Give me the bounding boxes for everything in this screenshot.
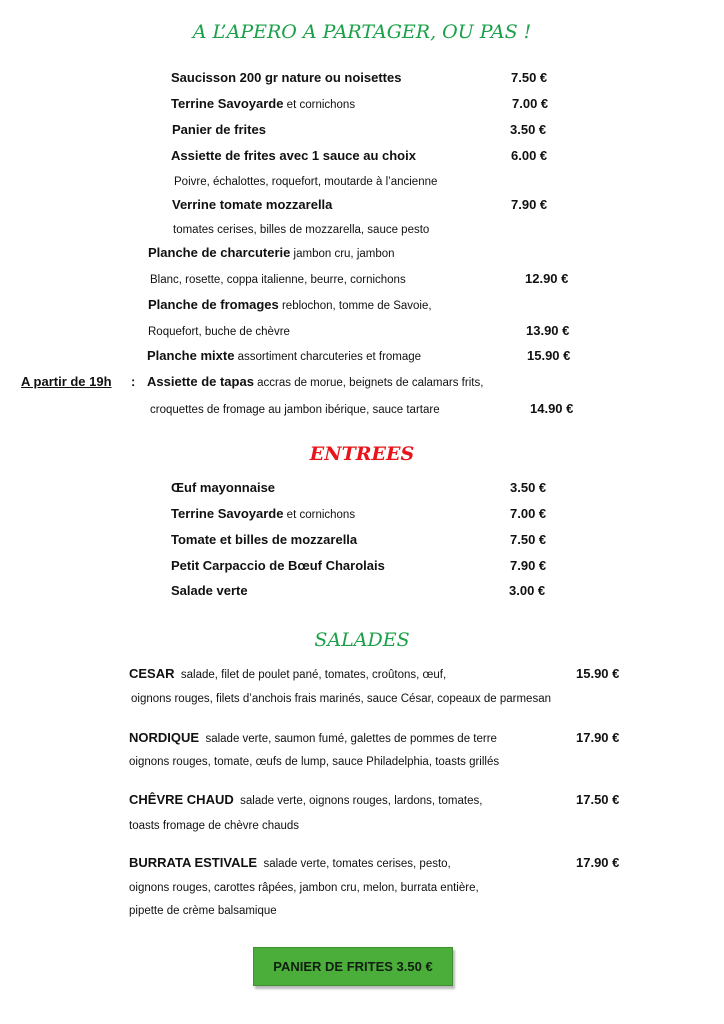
entrees-item-line: [171, 505, 355, 523]
salades-item-line: [129, 901, 277, 919]
apero-item-line: [171, 147, 416, 165]
item-description: et cornichons: [283, 509, 356, 521]
item-description: salade verte, oignons rouges, lardons, tomates,: [233, 795, 483, 807]
salades-item-line: [129, 729, 497, 747]
item-price: 7.50 €: [511, 70, 548, 85]
item-description: oignons rouges, tomate, œufs de lump, sauce Philadelphia, toasts grillés: [129, 756, 500, 768]
entrees-item-line: [171, 582, 248, 600]
item-price: 17.50 €: [576, 792, 620, 807]
item-name: Saucisson 200 gr nature ou noisettes: [171, 70, 402, 85]
item-price: 15.90 €: [576, 666, 620, 681]
item-description: Blanc, rosette, coppa italienne, beurre, cornichons: [150, 274, 406, 286]
salades-section-title: SALADES: [314, 629, 410, 651]
item-price: 7.00 €: [510, 506, 547, 521]
item-description: oignons rouges, filets d’anchois frais marinés, sauce César, copeaux de parmesan: [131, 693, 551, 705]
item-name: NORDIQUE: [129, 730, 200, 745]
item-name: Terrine Savoyarde: [171, 96, 284, 111]
tapas-time-label: A partir de 19h: [21, 374, 112, 389]
apero-item-line: [173, 220, 429, 238]
salades-item-line: [129, 878, 479, 896]
item-name: Verrine tomate mozzarella: [172, 197, 333, 212]
item-price: 6.00 €: [511, 148, 548, 163]
item-description: accras de morue, beignets de calamars frits,: [253, 377, 484, 389]
apero-item-line: [148, 244, 395, 262]
item-description: salade verte, saumon fumé, galettes de pommes de terre: [199, 733, 497, 745]
item-description: assortiment charcuteries et fromage: [234, 351, 422, 363]
item-description: reblochon, tomme de Savoie,: [278, 300, 432, 312]
apero-item-line: [150, 270, 406, 288]
item-description: et cornichons: [283, 99, 356, 111]
item-price: 13.90 €: [526, 323, 570, 338]
item-description: tomates cerises, billes de mozzarella, sauce pesto: [173, 224, 430, 236]
salades-item-line: [129, 816, 299, 834]
item-name: Assiette de frites avec 1 sauce au choix: [171, 148, 416, 163]
apero-section-title: A L’APERO A PARTAGER, OU PAS !: [192, 21, 532, 43]
item-name: Assiette de tapas: [147, 374, 254, 389]
item-price: 3.50 €: [510, 480, 547, 495]
item-name: Planche mixte: [147, 348, 235, 363]
salades-item-line: [129, 791, 482, 809]
item-description: toasts fromage de chèvre chauds: [129, 820, 300, 832]
item-name: BURRATA ESTIVALE: [129, 855, 258, 870]
item-price: 12.90 €: [525, 271, 569, 286]
apero-item-line: [171, 95, 355, 113]
item-name: CESAR: [129, 666, 175, 681]
item-name: Œuf mayonnaise: [171, 480, 276, 495]
fries-basket-banner: PANIER DE FRITES 3.50 €: [253, 947, 453, 986]
apero-item-line: [172, 121, 266, 139]
item-name: Tomate et billes de mozzarella: [171, 532, 358, 547]
apero-item-line: [148, 322, 290, 340]
apero-item-line: [172, 196, 332, 214]
entrees-section-title: ENTREES: [309, 443, 415, 465]
apero-item-line: [174, 172, 437, 190]
item-description: Poivre, échalottes, roquefort, moutarde à l’ancienne: [174, 176, 438, 188]
item-description: croquettes de fromage au jambon ibérique, sauce tartare: [150, 404, 440, 416]
apero-item-line: [147, 347, 421, 365]
item-description: oignons rouges, carottes râpées, jambon cru, melon, burrata entière,: [129, 882, 479, 894]
item-price: 15.90 €: [527, 348, 571, 363]
salades-item-line: [129, 752, 499, 770]
item-description: jambon cru, jambon: [290, 248, 395, 260]
apero-item-line: [147, 373, 483, 391]
item-name: Salade verte: [171, 583, 248, 598]
tapas-time-colon: :: [131, 374, 136, 389]
salades-item-line: [131, 689, 551, 707]
item-price: 3.50 €: [510, 122, 547, 137]
entrees-item-line: [171, 479, 275, 497]
entrees-item-line: [171, 531, 357, 549]
item-name: Petit Carpaccio de Bœuf Charolais: [171, 558, 385, 573]
item-price: 14.90 €: [530, 401, 574, 416]
salades-item-line: [129, 854, 451, 872]
item-price: 17.90 €: [576, 855, 620, 870]
item-price: 7.50 €: [510, 532, 547, 547]
item-description: pipette de crème balsamique: [129, 905, 277, 917]
apero-item-line: [171, 69, 401, 87]
salades-item-line: [129, 665, 446, 683]
item-description: salade verte, tomates cerises, pesto,: [257, 858, 451, 870]
item-name: CHÊVRE CHAUD: [129, 792, 234, 807]
entrees-item-line: [171, 557, 385, 575]
apero-item-line: [150, 400, 440, 418]
item-name: Planche de charcuterie: [148, 245, 291, 260]
item-price: 17.90 €: [576, 730, 620, 745]
item-description: salade, filet de poulet pané, tomates, croûtons, œuf,: [174, 669, 447, 681]
item-description: Roquefort, buche de chèvre: [148, 326, 290, 338]
item-name: Terrine Savoyarde: [171, 506, 284, 521]
item-price: 7.90 €: [510, 558, 547, 573]
apero-item-line: [148, 296, 432, 314]
item-name: Panier de frites: [172, 122, 266, 137]
item-name: Planche de fromages: [148, 297, 279, 312]
item-price: 7.90 €: [511, 197, 548, 212]
item-price: 3.00 €: [509, 583, 546, 598]
item-price: 7.00 €: [512, 96, 549, 111]
